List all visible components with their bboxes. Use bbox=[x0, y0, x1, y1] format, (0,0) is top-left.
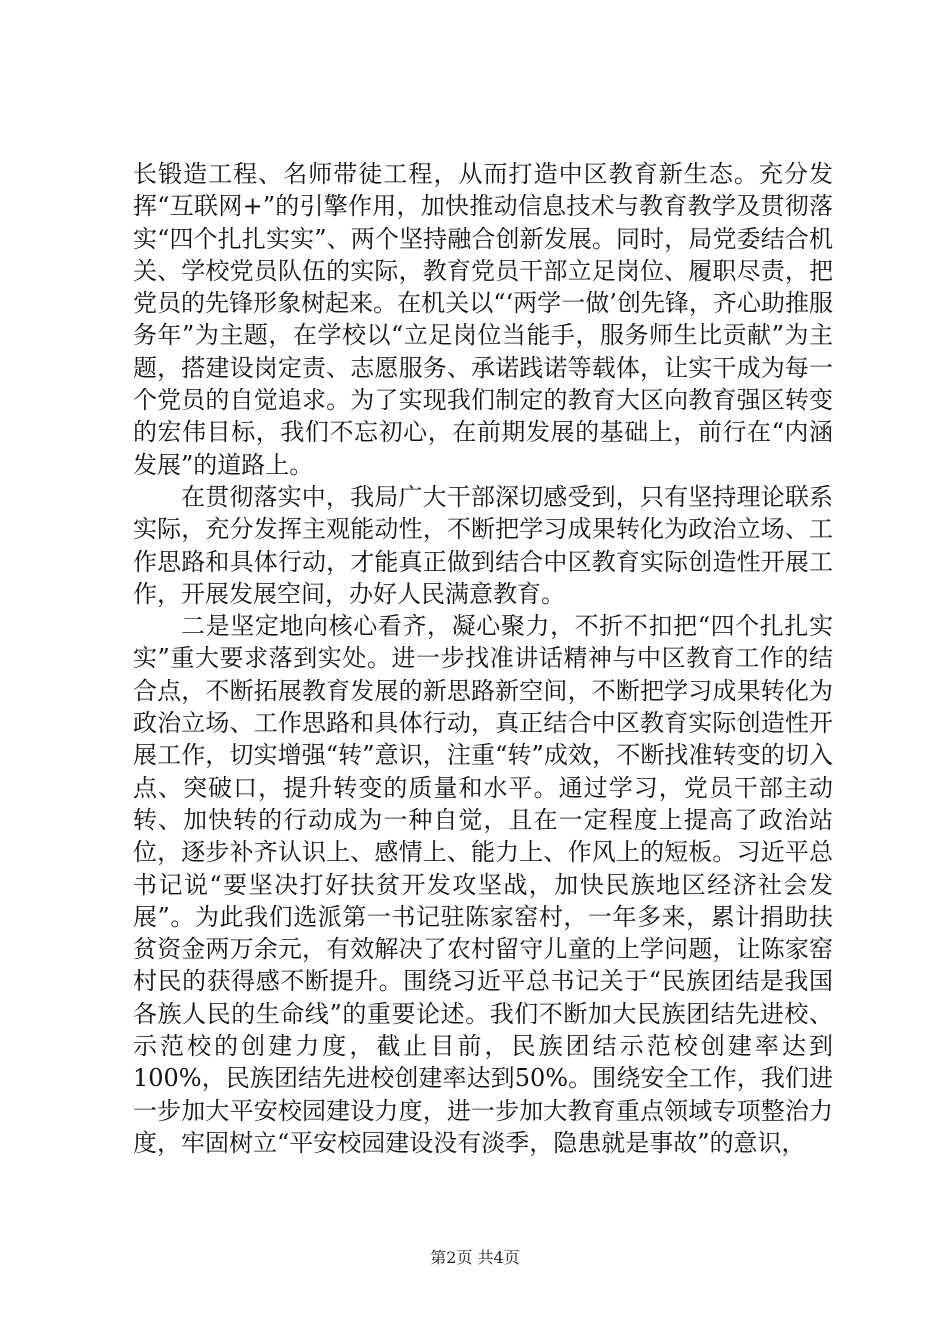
paragraph-2: 在贯彻落实中，我局广大干部深切感受到，只有坚持理论联系实际，充分发挥主观能动性，不断把学习成果转化为政治立场、工作思路和具体行动，才能真正做到结合中区教育实际创造性开展工作，开展发展空间，办好人民满意教育。 bbox=[133, 482, 833, 608]
page-number-footer: 第2页 共4页 bbox=[430, 1248, 520, 1267]
paragraph-3: 二是坚定地向核心看齐，凝心聚力，不折不扣把“四个扎扎实实”重大要求落到实处。进一步找准讲话精神与中区教育工作的结合点，不断拓展教育发展的新思路新空间，不断把学习成果转化为政治立场、工作思路和具体行动，真正结合中区教育实际创造性开展工作，切实增强“转”意识，注重“转”成效，不断找准转变的切入点、突破口，提升转变的质量和水平。通过学习，党员干部主动转、加快转的行动成为一种自觉，且在一定程度上提高了政治站位，逐步补齐认识上、感情上、能力上、作风上的短板。习近平总书记说“要坚决打好扶贫开发攻坚战，加快民族地区经济社会发展”。为此我们选派第一书记驻陈家窑村，一年多来，累计捐助扶贫资金两万余元，有效解决了农村留守儿童的上学问题，让陈家窑村民的获得感不断提升。围绕习近平总书记关于“民族团结是我国各族人民的生命线”的重要论述。我们不断加大民族团结先进校、示范校的创建力度，截止目前，民族团结示范校创建率达到100%，民族团结先进校创建率达到50%。围绕安全工作，我们进一步加大平安校园建设力度，进一步加大教育重点领域专项整治力度，牢固树立“平安校园建设没有淡季，隐患就是事故”的意识， bbox=[133, 612, 833, 1157]
document-body bbox=[133, 158, 833, 1159]
paragraph-1: 长锻造工程、名师带徒工程，从而打造中区教育新生态。充分发挥“互联网+”的引擎作用，加快推动信息技术与教育教学及贯彻落实“四个扎扎实实”、两个坚持融合创新发展。同时，局党委结合机关、学校党员队伍的实际，教育党员干部立足岗位、履职尽责，把党员的先锋形象树起来。在机关以“‘两学一做’创先锋，齐心助推服务年”为主题，在学校以“立足岗位当能手，服务师生比贡献”为主题，搭建设岗定责、志愿服务、承诺践诺等载体，让实干成为每一个党员的自觉追求。为了实现我们制定的教育大区向教育强区转变的宏伟目标，我们不忘初心，在前期发展的基础上，前行在“内涵发展”的道路上。 bbox=[133, 160, 833, 479]
